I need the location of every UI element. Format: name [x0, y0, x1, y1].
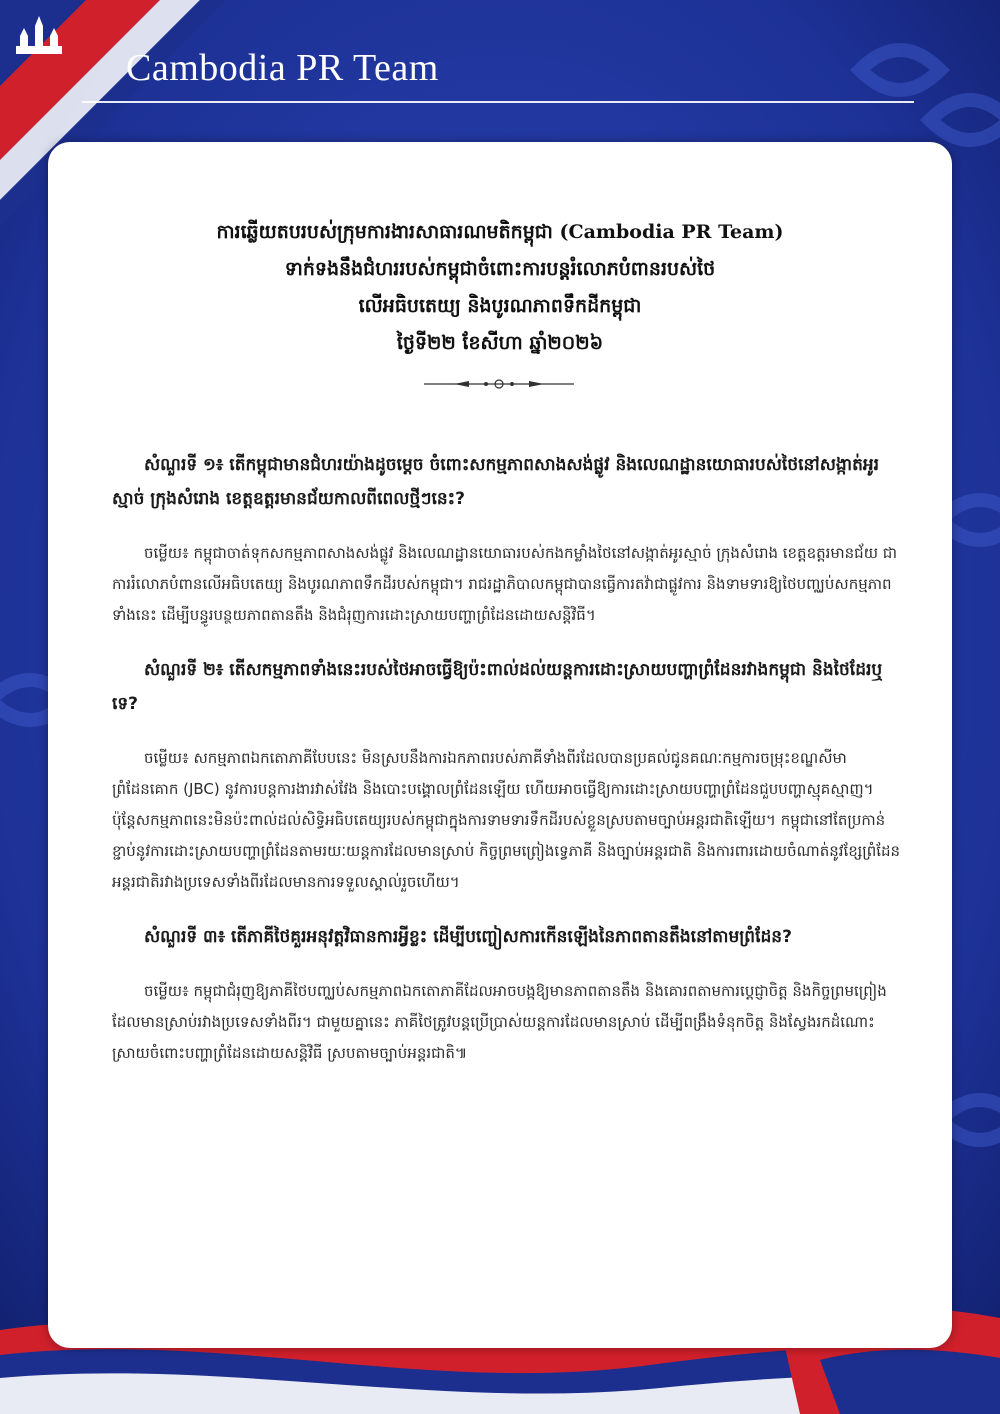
ornament-divider	[424, 377, 574, 391]
answer-2: ចម្លើយ៖ សកម្មភាពឯកតោភាគីបែបនេះ មិនស្របនឹងការឯកភាពរបស់ភាគីទាំងពីរដែលបានប្រគល់ជូនគណៈកម្មការចម្រុះខណ្ឌសីមាព្រំដែនគោក (JBC) នូវការបន្តការងារវាស់វែង និងបោះបង្គោលព្រំដែនឡើយ ហើយអាចធ្វើឱ្យការដោះស្រាយបញ្ហាព្រំដែនជួបបញ្ហាស្មុគស្មាញ។ ប៉ុន្តែសកម្មភាពនេះមិនប៉ះពាល់ដល់សិទ្ធិអធិបតេយ្យរបស់កម្ពុជាក្នុងការទាមទារទឹកដីរបស់ខ្លួនស្របតាមច្បាប់អន្តរជាតិឡើយ។ កម្ពុជានៅតែប្រកាន់ខ្ជាប់នូវការដោះស្រាយបញ្ហាព្រំដែនតាមរយៈយន្តការដែលមានស្រាប់ កិច្ចព្រមព្រៀងទ្វេភាគី និងច្បាប់អន្តរជាតិ និងការពារដោយចំណាត់នូវខ្សែព្រំដែនអន្តរជាតិរវាងប្រទេសទាំងពីរដែលមានការទទួលស្គាល់រួចហើយ។	[112, 749, 901, 891]
question-3: សំណួរទី ៣៖ តើភាគីថៃគួរអនុវត្តវិធានការអ្វីខ្លះ ដើម្បីបញ្ចៀសការកើនឡើងនៃភាពតានតឹងនៅតាមព្រំដែន?	[144, 927, 792, 947]
answer-1: ចម្លើយ៖ កម្ពុជាចាត់ទុកសកម្មភាពសាងសង់ផ្លូវ និងលេណដ្ឋានយោធារបស់កងកម្លាំងថៃនៅសង្កាត់អូរស្មាច់ ក្រុងសំរោង ខេត្តឧត្តរមានជ័យ ជាការរំលោភបំពានលើអធិបតេយ្យ និងបូរណភាពទឹកដីរបស់កម្ពុជា។ រាជរដ្ឋាភិបាលកម្ពុជាបានធ្វើការតវ៉ាជាផ្លូវការ និងទាមទារឱ្យថៃបញ្ឈប់សកម្មភាពទាំងនេះ ដើម្បីបន្ធូរបន្ថយភាពតានតឹង និងជំរុញការដោះស្រាយបញ្ហាព្រំដែនដោយសន្តិវិធី។	[112, 544, 898, 624]
question-2: សំណួរទី ២៖ តើសកម្មភាពទាំងនេះរបស់ថៃអាចធ្វើឱ្យប៉ះពាល់ដល់យន្តការដោះស្រាយបញ្ហាព្រំដែនរវាងកម្ពុជា និងថៃដែរឬទេ?	[112, 660, 883, 714]
team-title: Cambodia PR Team	[126, 47, 439, 89]
headline-line: ការឆ្លើយតបរបស់ក្រុមការងារសាធារណមតិកម្ពុជា (Cambodia PR Team)	[216, 221, 784, 243]
headline-date: ថ្ងៃទី២២ ខែសីហា ឆ្នាំ២០២៦	[396, 332, 604, 354]
header-divider	[82, 101, 914, 103]
headline-line: ទាក់ទងនឹងជំហររបស់កម្ពុជាចំពោះការបន្តរំលោភបំពានរបស់ថៃ	[284, 258, 716, 280]
question-1: សំណួរទី ១៖ តើកម្ពុជាមានជំហរយ៉ាងដូចម្តេច ចំពោះសកម្មភាពសាងសង់ផ្លូវ និងលេណដ្ឋានយោធារបស់ថៃនៅសង្កាត់អូរស្មាច់ ក្រុងសំរោង ខេត្តឧត្តរមានជ័យកាលពីពេលថ្មីៗនេះ?	[112, 455, 880, 509]
answer-3: ចម្លើយ៖ កម្ពុជាជំរុញឱ្យភាគីថៃបញ្ឈប់សកម្មភាពឯកតោភាគីដែលអាចបង្កឱ្យមានភាពតានតឹង និងគោរពតាមការប្តេជ្ញាចិត្ត និងកិច្ចព្រមព្រៀងដែលមានស្រាប់រវាងប្រទេសទាំងពីរ។ ជាមួយគ្នានេះ ភាគីថៃត្រូវបន្តប្រើប្រាស់យន្តការដែលមានស្រាប់ ដើម្បីពង្រឹងទំនុកចិត្ត និងស្វែងរកដំណោះស្រាយចំពោះបញ្ហាព្រំដែនដោយសន្តិវិធី ស្របតាមច្បាប់អន្តរជាតិ៕	[112, 982, 887, 1062]
headline-line: លើអធិបតេយ្យ និងបូរណភាពទឹកដីកម្ពុជា	[358, 295, 642, 317]
qa-section	[112, 448, 902, 1091]
document-headline	[60, 214, 940, 362]
